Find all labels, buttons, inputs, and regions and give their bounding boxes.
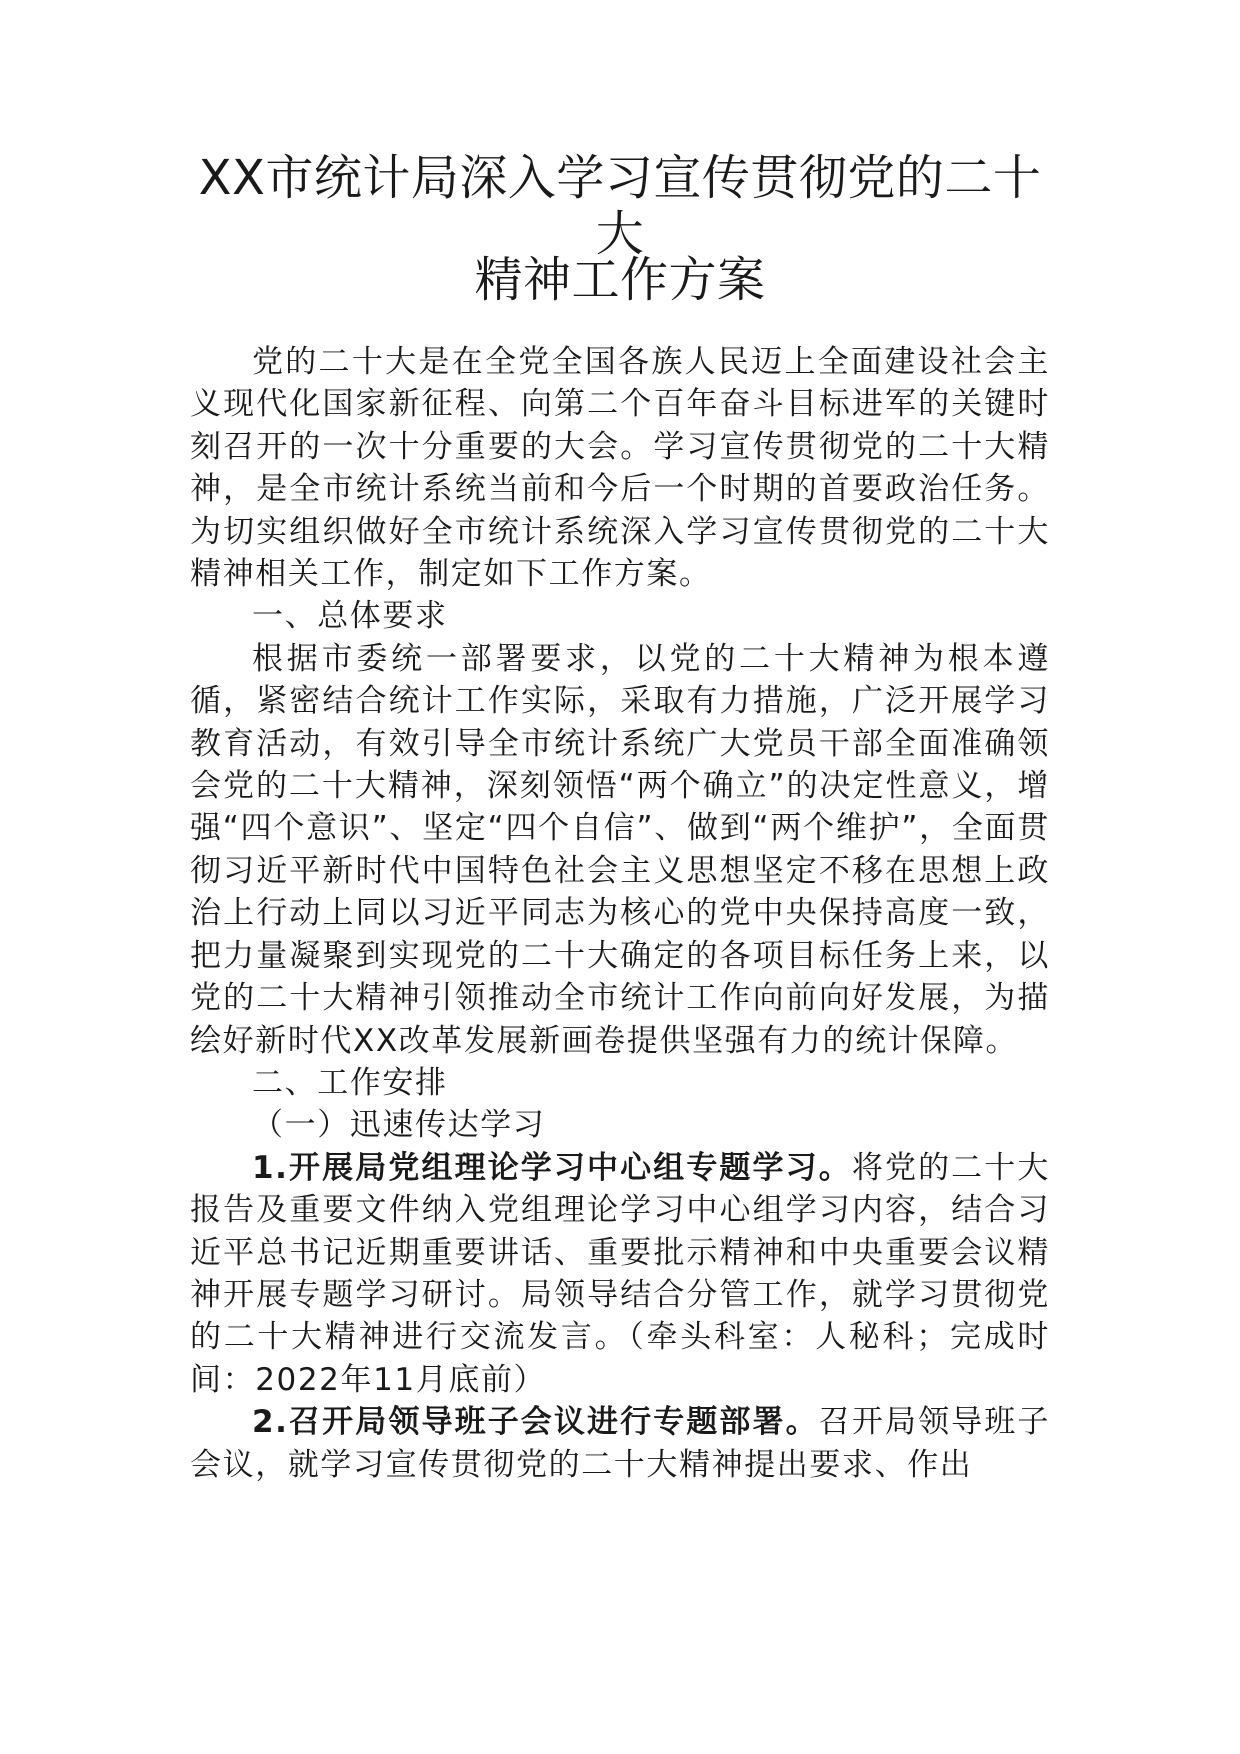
document-title	[190, 150, 1050, 308]
title-line-2: 精神工作方案	[474, 252, 766, 308]
subsection-1-heading: （一）迅速传达学习	[252, 1107, 546, 1144]
item-1-text: 将党的二十大报告及重要文件纳入党组理论学习中心组学习内容，结合习近平总书记近期重要讲话、重要批示精神和中央重要会议精神开展专题学习研讨。局领导结合分管工作，就学习贯彻党的二十大精神进行交流发言。（牵头科室：人秘科；完成时间：2022年11月底前）	[190, 1149, 1050, 1398]
item-2-paragraph	[190, 1401, 1050, 1486]
section-1-heading: 一、总体要求	[252, 598, 448, 635]
document-body	[190, 341, 1050, 1486]
title-line-1: XX市统计局深入学习宣传贯彻党的二十大	[198, 150, 1042, 262]
item-1-paragraph	[190, 1147, 1050, 1401]
item-2-text: 召开局领导班子会议，就学习宣传贯彻党的二十大精神提出要求、作出	[190, 1404, 1050, 1483]
section-2-heading: 二、工作安排	[252, 1064, 448, 1101]
intro-paragraph: 党的二十大是在全党全国各族人民迈上全面建设社会主义现代化国家新征程、向第二个百年奋斗目标进军的关键时刻召开的一次十分重要的大会。学习宣传贯彻党的二十大精神，是全市统计系统当前和今后一个时期的首要政治任务。为切实组织做好全市统计系统深入学习宣传贯彻党的二十大精神相关工作，制定如下工作方案。	[190, 344, 1050, 593]
document-page	[190, 150, 1050, 1486]
item-2-lead: 2.召开局领导班子会议进行专题部署。	[252, 1404, 819, 1441]
section-1-paragraph: 根据市委统一部署要求，以党的二十大精神为根本遵循，紧密结合统计工作实际，采取有力措施，广泛开展学习教育活动，有效引导全市统计系统广大党员干部全面准确领会党的二十大精神，深刻领悟“两个确立”的决定性意义，增强“四个意识”、坚定“四个自信”、做到“两个维护”，全面贯彻习近平新时代中国特色社会主义思想坚定不移在思想上政治上行动上同以习近平同志为核心的党中央保持高度一致，把力量凝聚到实现党的二十大确定的各项目标任务上来，以党的二十大精神引领推动全市统计工作向前向好发展，为描绘好新时代XX改革发展新画卷提供坚强有力的统计保障。	[190, 640, 1050, 1059]
item-1-lead: 1.开展局党组理论学习中心组专题学习。	[252, 1149, 852, 1186]
